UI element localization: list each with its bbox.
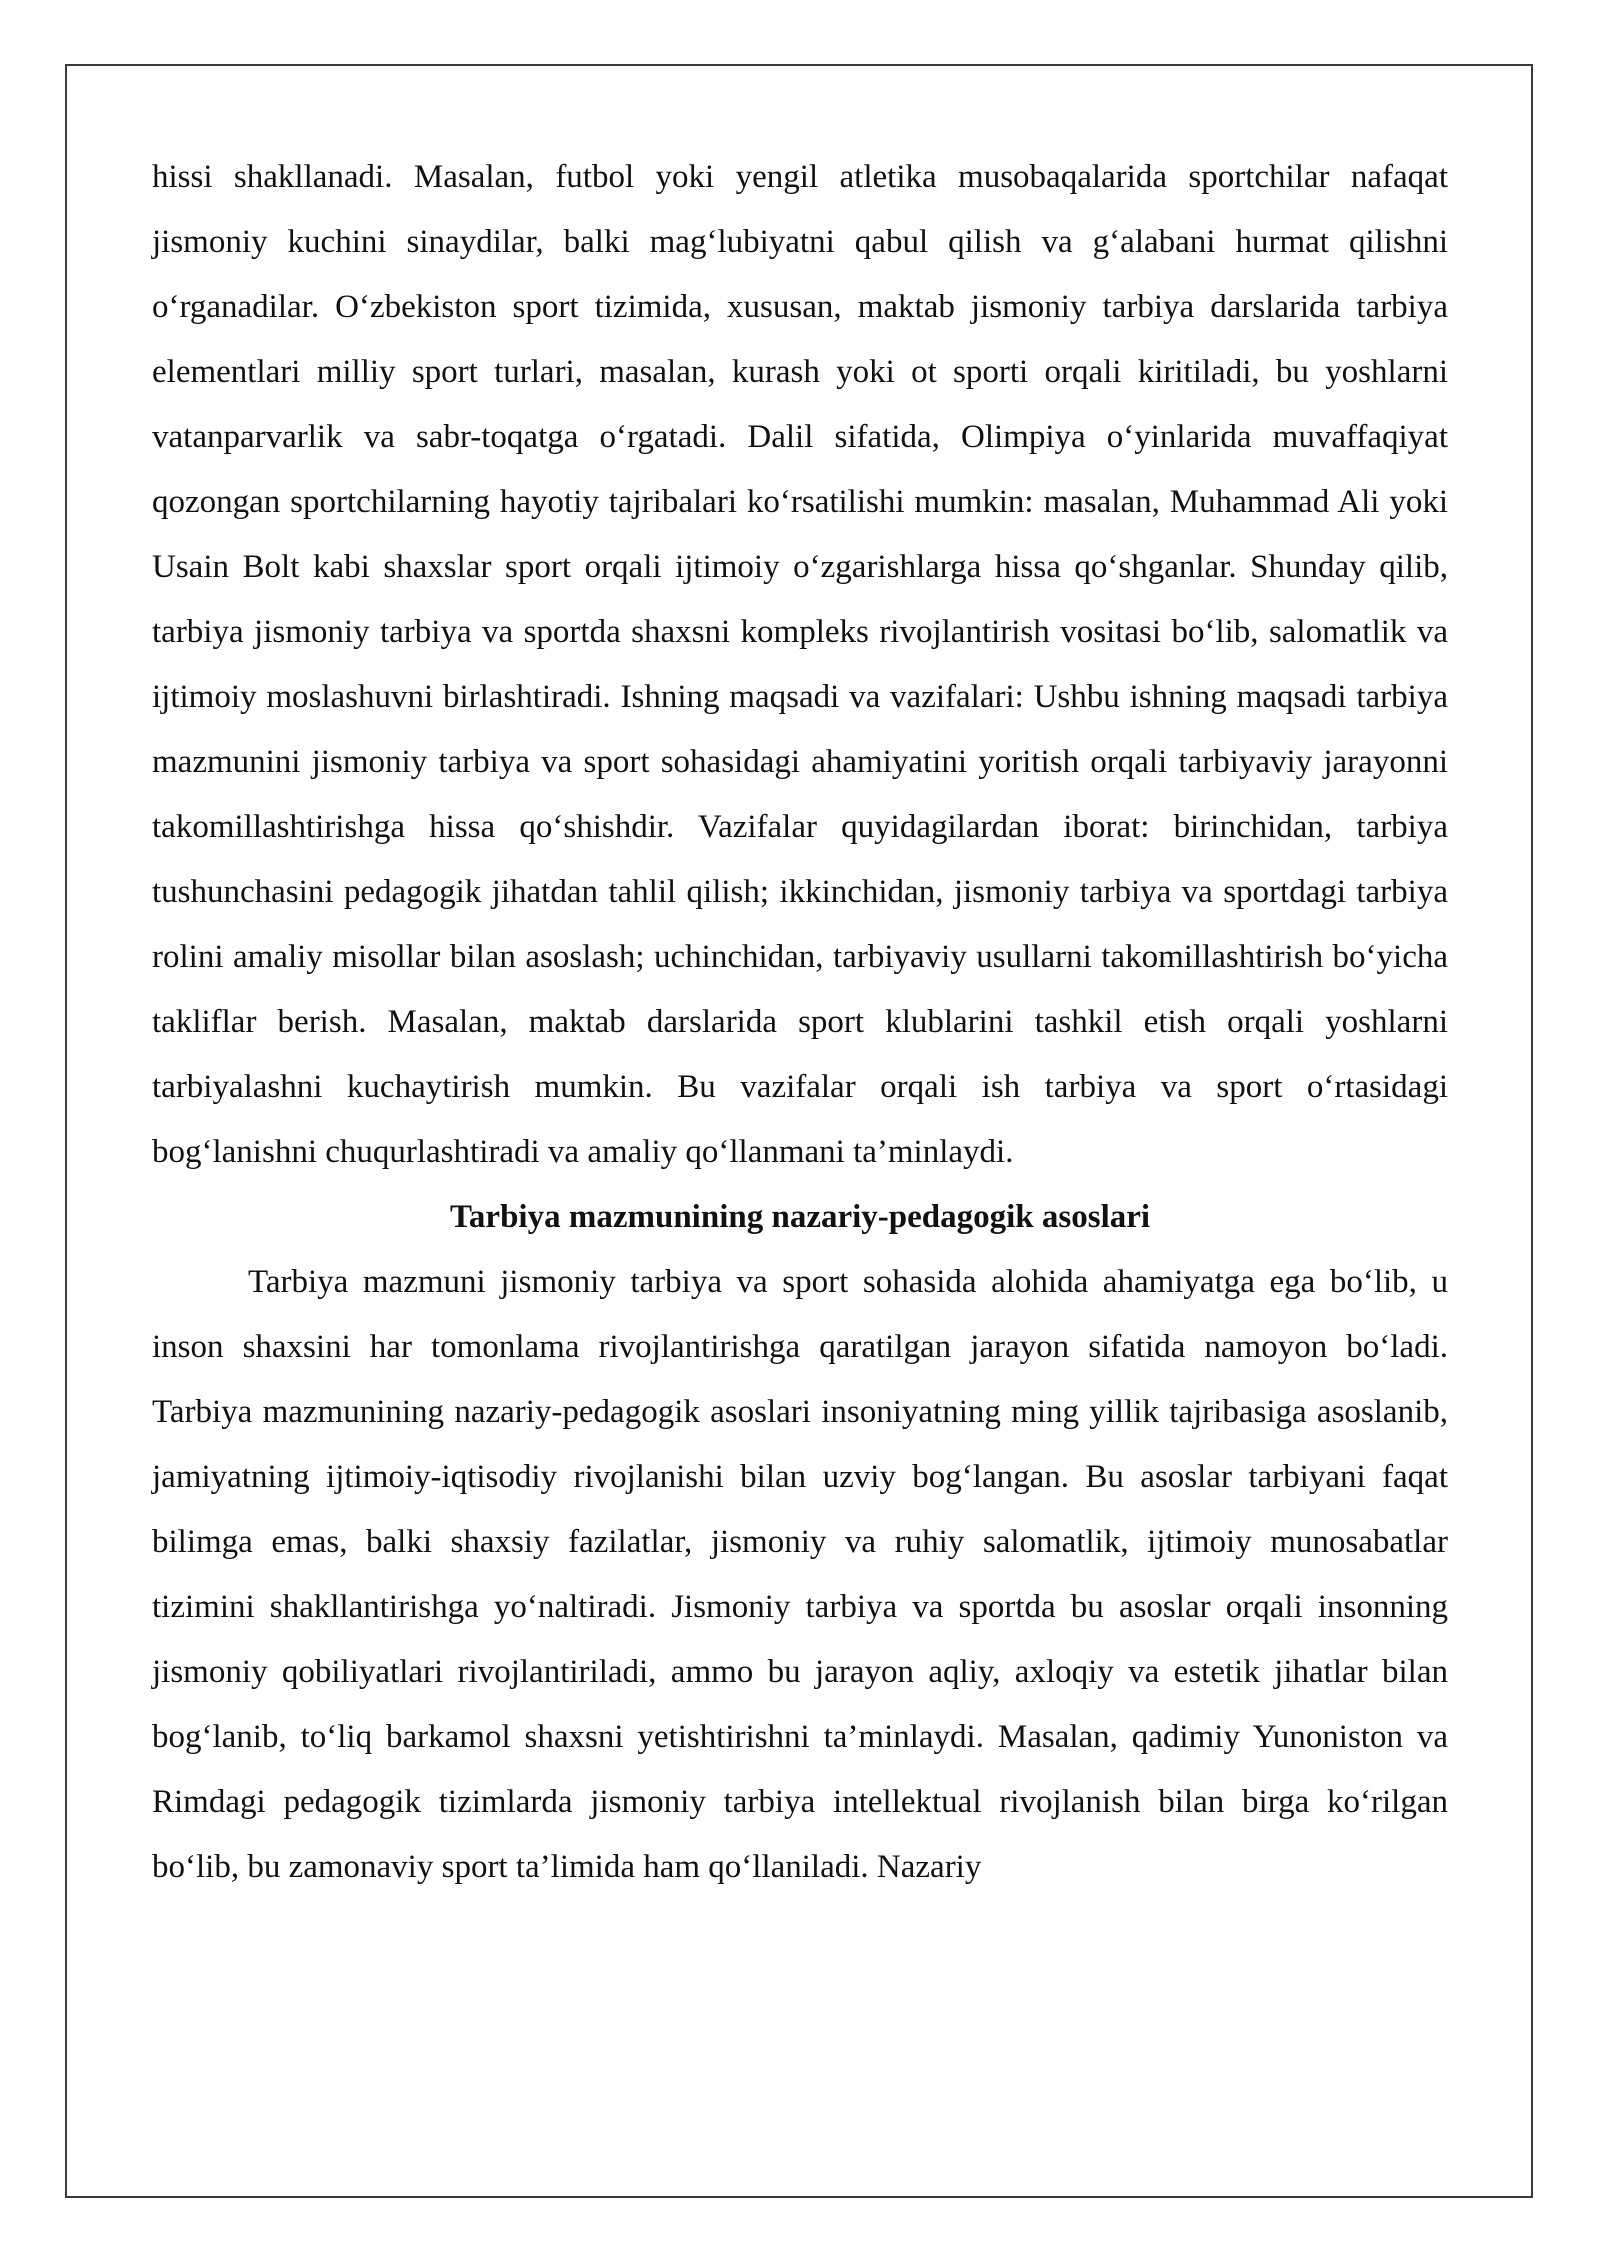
paragraph-continuation: hissi shakllanadi. Masalan, futbol yoki yengil atletika musobaqalarida sportchilar nafaqat jismoniy kuchini sinaydilar, balki mag‘lubiyatni qabul qilish va g‘alabani hurmat qilishni o‘rganadilar. O‘zbekiston sport tizimida, xususan, maktab jismoniy tarbiya darslarida tarbiya elementlari milliy sport turlari, masalan, kurash yoki ot sporti orqali kiritiladi, bu yoshlarni vatanparvarlik va sabr-toqatga o‘rgatadi. Dalil sifatida, Olimpiya o‘yinlarida muvaffaqiyat qozongan sportchilarning hayotiy tajribalari ko‘rsatilishi mumkin: masalan, Muhammad Ali yoki Usain Bolt kabi shaxslar sport orqali ijtimoiy o‘zgarishlarga hissa qo‘shganlar. Shunday qilib, tarbiya jismoniy tarbiya va sportda shaxsni kompleks rivojlantirish vositasi bo‘lib, salomatlik va ijtimoiy moslashuvni birlashtiradi. Ishning maqsadi va vazifalari: Ushbu ishning maqsadi tarbiya mazmunini jismoniy tarbiya va sport sohasidagi ahamiyatini yoritish orqali tarbiyaviy jarayonni takomillashtirishga hissa qo‘shishdir. Vazifalar quyidagilardan iborat: birinchidan, tarbiya tushunchasini pedagogik jihatdan tahlil qilish; ikkinchidan, jismoniy tarbiya va sportdagi tarbiya rolini amaliy misollar bilan asoslash; uchinchidan, tarbiyaviy usullarni takomillashtirish bo‘yicha takliflar berish. Masalan, maktab darslarida sport klublarini tashkil etish orqali yoshlarni tarbiyalashni kuchaytirish mumkin. Bu vazifalar orqali ish tarbiya va sport o‘rtasidagi bog‘lanishni chuqurlashtiradi va amaliy qo‘llanmani ta’minlaydi. [152, 159, 1448, 1170]
document-body [152, 145, 1448, 1900]
section-heading: Tarbiya mazmunining nazariy-pedagogik asoslari [449, 1199, 1151, 1235]
paragraph-theoretical-foundations: Tarbiya mazmuni jismoniy tarbiya va sport sohasida alohida ahamiyatga ega bo‘lib, u inson shaxsini har tomonlama rivojlantirishga qaratilgan jarayon sifatida namoyon bo‘ladi. Tarbiya mazmunining nazariy-pedagogik asoslari insoniyatning ming yillik tajribasiga asoslanib, jamiyatning ijtimoiy-iqtisodiy rivojlanishi bilan uzviy bog‘langan. Bu asoslar tarbiyani faqat bilimga emas, balki shaxsiy fazilatlar, jismoniy va ruhiy salomatlik, ijtimoiy munosabatlar tizimini shakllantirishga yo‘naltiradi. Jismoniy tarbiya va sportda bu asoslar orqali insonning jismoniy qobiliyatlari rivojlantiriladi, ammo bu jarayon aqliy, axloqiy va estetik jihatlar bilan bog‘lanib, to‘liq barkamol shaxsni yetishtirishni ta’minlaydi. Masalan, qadimiy Yunoniston va Rimdagi pedagogik tizimlarda jismoniy tarbiya intellektual rivojlanish bilan birga ko‘rilgan bo‘lib, bu zamonaviy sport ta’limida ham qo‘llaniladi. Nazariy [152, 1264, 1448, 1885]
